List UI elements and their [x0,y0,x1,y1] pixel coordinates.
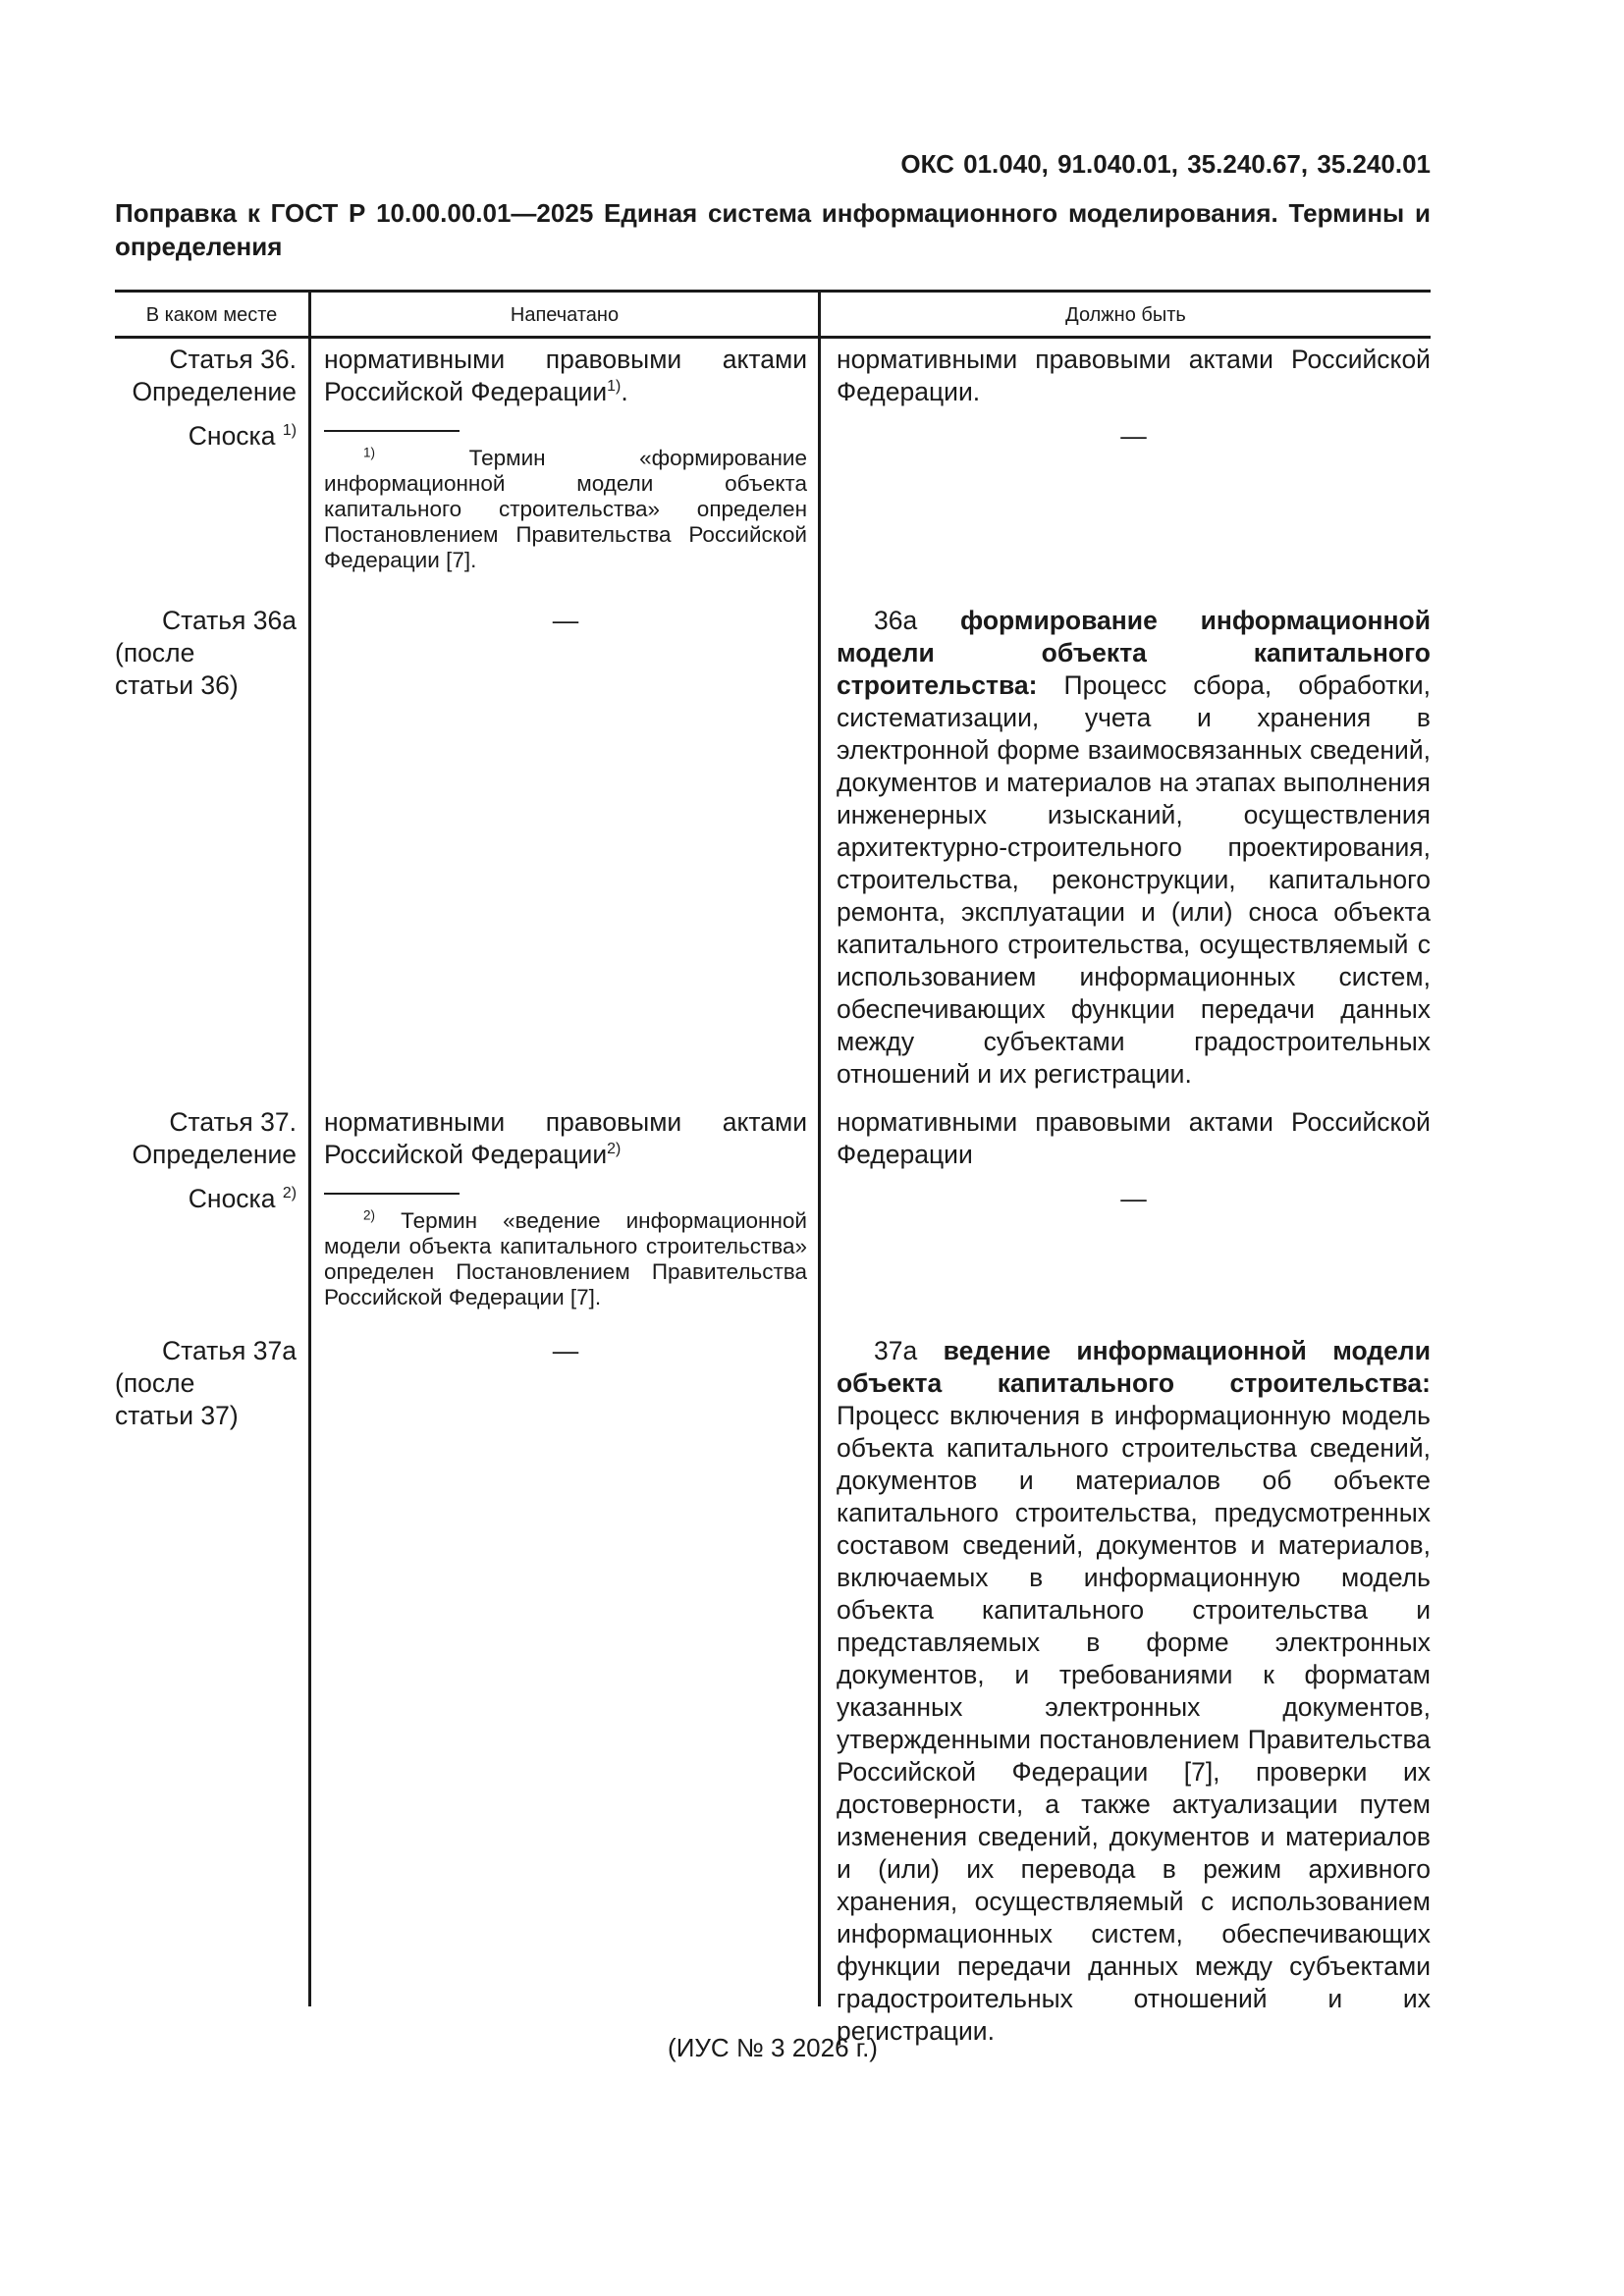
table-row-1-printed [324,344,807,573]
term-name: ведение информационной модели объекта капитального строительства: [837,1336,1431,1398]
column-divider-2 [818,291,821,2006]
oks-classification: ОКС 01.040, 91.040.01, 35.240.67, 35.240.01 [900,149,1431,179]
publication-info: (ИУС № 3 2026 г.) [668,2033,878,2062]
table-row-2-printed: — [552,606,579,635]
footnote-dash: — [1120,1184,1147,1213]
table-row-3-should-be [837,1106,1431,1215]
place-line: Определение [132,377,297,406]
footnote-text: $^{1)}$ Термин «формирование информационной модели объекта капитального строительства» определен Постановлением Правительства Российской Федерации [7]. [324,445,807,572]
term-definition: Процесс сбора, обработки, систематизации, учета и хранения в электронной форме взаимосвязанных сведений, документов и материалов на этапах выполнения инженерных изысканий, осуществления архитектурно-строительного проектирования, строительства, реконструкции, капитального ремонта, эксплуатации и (или) сноса объекта капитального строительства, осуществляемый с использованием информационных систем, обеспечивающих функции передачи данных между субъектами градостроительных отношений и их регистрации. [837,670,1431,1089]
table-row-1-should-be [837,344,1431,453]
corrected-text: нормативными правовыми актами Российской Федерации [837,1107,1431,1169]
place-line: (после [115,638,195,667]
place-line: Статья 36а [161,606,297,635]
column-header-printed: Напечатано [510,304,620,326]
printed-text: нормативными правовыми актами Российской Федерации$^{1)}$. [324,345,807,406]
footnote-separator [324,1193,460,1195]
column-header-should-be: Должно быть [1065,304,1186,326]
place-line: (после [115,1368,195,1398]
footnote-text: $^{2)}$ Термин «ведение информационной модели объекта капитального строительства» определен Постановлением Правительства Российской Федерации [7]. [324,1207,807,1309]
footnote-dash: — [1120,421,1147,451]
place-line: Статья 37а [161,1336,297,1365]
footnote-separator [324,430,460,432]
table-row-2-should-be [837,605,1431,1091]
table-row-4-should-be [837,1335,1431,2048]
term-number: 36а [874,606,918,635]
corrected-text: нормативными правовыми актами Российской Федерации. [837,345,1431,406]
table-row-4-place [115,1335,297,1432]
column-divider-1 [308,291,311,2006]
place-line: Статья 37. [169,1107,297,1137]
table-row-3-printed [324,1106,807,1310]
table-top-rule [115,290,1431,293]
place-line: Статья 36. [169,345,297,374]
table-row-3-place [115,1106,297,1215]
term-number: 37а [874,1336,918,1365]
table-row-2-place [115,605,297,702]
column-header-place: В каком месте [145,304,278,326]
term-name: формирование информационной модели объекта капитального строительства: [837,606,1431,700]
footnote-reference: Сноска $^{1)}$ [188,421,297,451]
term-definition: Процесс включения в информационную модель объекта капитального строительства сведений, документов и материалов об объекте капитального строительства, предусмотренных составом сведений, документов и материалов, включаемых в информационную модель объекта капитального строительства и представляемых в форме электронных документов, и требованиями к форматам указанных электронных документов, утвержденными постановлением Правительства Российской Федерации [7], проверки их достоверности, а также актуализации путем изменения сведений, документов и материалов и (или) их перевода в режим архивного хранения, осуществляемый с использованием информационных систем, обеспечивающих функции передачи данных между субъектами градостроительных отношений и их регистрации. [837,1401,1431,2046]
printed-text: нормативными правовыми актами Российской Федерации$^{2)}$ [324,1107,807,1169]
table-row-1-place [115,344,297,453]
table-header-rule [115,336,1431,339]
place-line: статьи 36) [115,670,239,700]
table-row-4-printed: — [552,1336,579,1365]
place-line: статьи 37) [115,1401,239,1430]
document-title: Поправка к ГОСТ Р 10.00.00.01—2025 Единая система информационного моделирования. Термины и определения [115,198,1431,261]
footnote-reference: Сноска $^{2)}$ [188,1184,297,1213]
place-line: Определение [132,1140,297,1169]
